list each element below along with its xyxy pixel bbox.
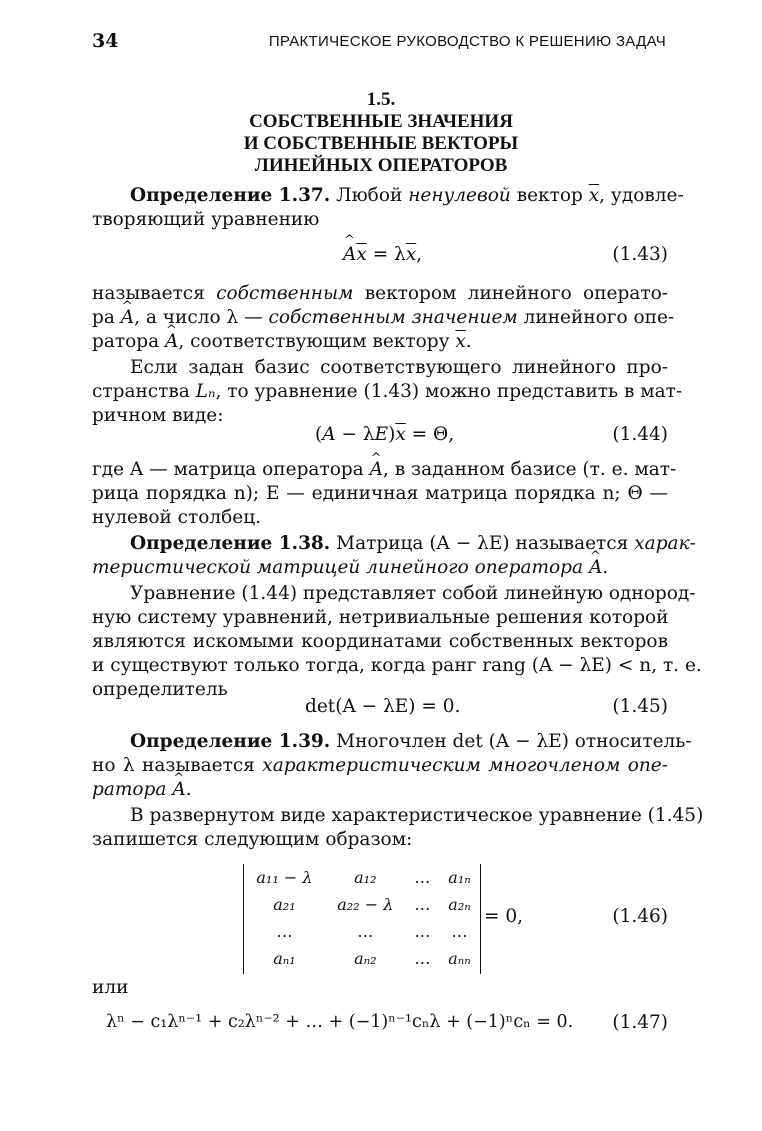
matrix-cell: … <box>357 922 374 941</box>
matrix-cell: aₙ₁ <box>273 949 296 968</box>
basis-line-2 <box>92 380 683 404</box>
matrix-cell: … <box>451 922 468 941</box>
vector-x: $\overline{x}$ <box>455 331 466 352</box>
text-span: линейного опе- <box>523 307 675 328</box>
emphasis: ненулевой <box>408 185 511 206</box>
determinant-matrix <box>243 864 481 974</box>
section-title-line-2: И СОБСТВЕННЫЕ ВЕКТОРЫ <box>243 133 519 154</box>
section-title-line-3: ЛИНЕЙНЫХ ОПЕРАТОРОВ <box>254 155 508 176</box>
determinant-rhs: = 0, <box>484 906 524 927</box>
matrix-cell: a₁₂ <box>354 868 377 887</box>
eq144-para-line-4: и существуют только тогда, когда ранг rang (A − λE) < n, т. е. <box>92 655 702 676</box>
matrix-row <box>244 864 480 891</box>
equation-1-44: $(A - \lambda E)\overline{x} = \Theta$, <box>315 424 455 445</box>
text-span: Любой <box>336 185 403 206</box>
matrix-row <box>244 918 480 945</box>
def-139-line-3 <box>92 778 668 802</box>
text-span: вектором линейного операто- <box>364 283 668 304</box>
text-span: ра <box>92 307 115 328</box>
matrix-row <box>244 945 480 972</box>
matrix-cell: a₂₁ <box>273 895 296 914</box>
equation-1-47: λⁿ − c₁λⁿ⁻¹ + c₂λⁿ⁻² + … + (−1)ⁿ⁻¹cₙλ + (−1)ⁿcₙ = 0. <box>106 1012 574 1032</box>
matrix-row <box>244 891 480 918</box>
matrix-cell: … <box>414 949 431 968</box>
text-span: , в заданном базисе (т. е. мат- <box>382 459 677 480</box>
emphasis: ратора <box>92 779 167 800</box>
matrix-cell: a₁₁ − λ <box>256 868 313 887</box>
running-title: ПРАКТИЧЕСКОЕ РУКОВОДСТВО К РЕШЕНИЮ ЗАДАЧ <box>268 33 666 50</box>
vector-x: $\overline{x}$ <box>588 185 600 206</box>
text-span: . <box>185 779 192 800</box>
def-139-label: Определение 1.39. <box>130 731 331 752</box>
operator-A: ^ A <box>370 458 383 482</box>
basis-line-3: ричном виде: <box>92 405 224 426</box>
equation-1-43: ^ $A\overline{x} = \lambda\overline{x}$, <box>343 244 422 265</box>
text-span: , то уравнение (1.43) можно представить в мат- <box>215 381 683 402</box>
def-137-line-5 <box>92 330 668 354</box>
def-138-label: Определение 1.38. <box>130 533 331 554</box>
eq144-para-line-3: являются искомыми координатами собственных векторов <box>92 631 668 652</box>
text-span: где A — матрица оператора <box>92 459 364 480</box>
def-138-line-2 <box>92 556 668 580</box>
basis-line-5: рица порядка n); E — единичная матрица порядка n; Θ — <box>92 483 668 504</box>
text-span: , соответствующим вектору <box>178 331 450 352</box>
determinant-table <box>244 864 480 972</box>
equation-number-1-44: (1.44) <box>612 424 668 445</box>
def-137-line-3 <box>92 282 668 306</box>
text-span: , а число λ — <box>134 307 263 328</box>
def-139-line-1 <box>130 730 692 754</box>
operator-A: ^ A <box>121 306 134 330</box>
matrix-cell: … <box>414 868 431 887</box>
text-span: но λ называется <box>92 755 255 776</box>
basis-line-1: Если задан базис соответствующего линейного про- <box>130 357 668 378</box>
equation-number-1-46: (1.46) <box>612 906 668 927</box>
emphasis: собственным <box>216 283 354 304</box>
matrix-cell: a₁ₙ <box>448 868 471 887</box>
space-L-n: Lₙ <box>195 381 216 402</box>
emphasis: характеристическим многочленом опе- <box>262 755 668 776</box>
matrix-cell: … <box>414 922 431 941</box>
vector-x: $\overline{x}$ <box>405 244 417 265</box>
text-span: Многочлен det (A − λE) относитель- <box>336 731 692 752</box>
text-span: странства <box>92 381 190 402</box>
or-word: или <box>92 977 129 998</box>
equation-number-1-45: (1.45) <box>612 696 668 717</box>
operator-A: ^ A <box>589 556 602 580</box>
def-137-line-1 <box>130 184 684 208</box>
vector-x: $\overline{x}$ <box>356 244 367 265</box>
eq144-para-line-2: ную систему уравнений, нетривиальные решения которой <box>92 607 669 628</box>
text-span: . <box>465 331 472 352</box>
equation-number-1-47: (1.47) <box>612 1012 668 1033</box>
matrix-cell: aₙ₂ <box>354 949 377 968</box>
emphasis: собственным значением <box>268 307 518 328</box>
section-title-line-1: СОБСТВЕННЫЕ ЗНАЧЕНИЯ <box>249 111 513 132</box>
operator-A: ^ A <box>172 778 185 802</box>
def-138-line-1 <box>130 532 696 556</box>
eq144-para-line-5: определитель <box>92 679 228 700</box>
basis-line-6: нулевой столбец. <box>92 507 262 528</box>
text-span: . <box>602 557 609 578</box>
matrix-cell: aₙₙ <box>448 949 471 968</box>
basis-line-4 <box>92 458 677 482</box>
text-span: вектор <box>516 185 583 206</box>
page-number: 34 <box>92 30 119 52</box>
text-span: называется <box>92 283 205 304</box>
def-137-label: Определение 1.37. <box>130 185 331 206</box>
matrix-cell: … <box>276 922 293 941</box>
matrix-cell: a₂ₙ <box>448 895 471 914</box>
operator-A: ^ A <box>343 244 356 265</box>
equation-number-1-43: (1.43) <box>612 244 668 265</box>
operator-A: ^ A <box>165 330 178 354</box>
emphasis: харак- <box>634 533 696 554</box>
section-number: 1.5. <box>366 89 396 110</box>
matrix-cell: … <box>414 895 431 914</box>
equation-1-45: det(A − λE) = 0. <box>305 696 461 717</box>
text-span: ратора <box>92 331 160 352</box>
expanded-line-2: запишется следующим образом: <box>92 829 413 850</box>
expanded-line-1: В развернутом виде характеристическое уравнение (1.45) <box>130 805 704 826</box>
matrix-cell: a₂₂ − λ <box>337 895 394 914</box>
emphasis: теристической матрицей линейного оператора <box>92 557 584 578</box>
def-137-line-4 <box>92 306 675 330</box>
text-span: , удовле- <box>599 185 684 206</box>
def-137-line-2: творяющий уравнению <box>92 209 320 230</box>
eq144-para-line-1: Уравнение (1.44) представляет собой линейную однород- <box>130 583 696 604</box>
text-span: Матрица (A − λE) называется <box>336 533 629 554</box>
